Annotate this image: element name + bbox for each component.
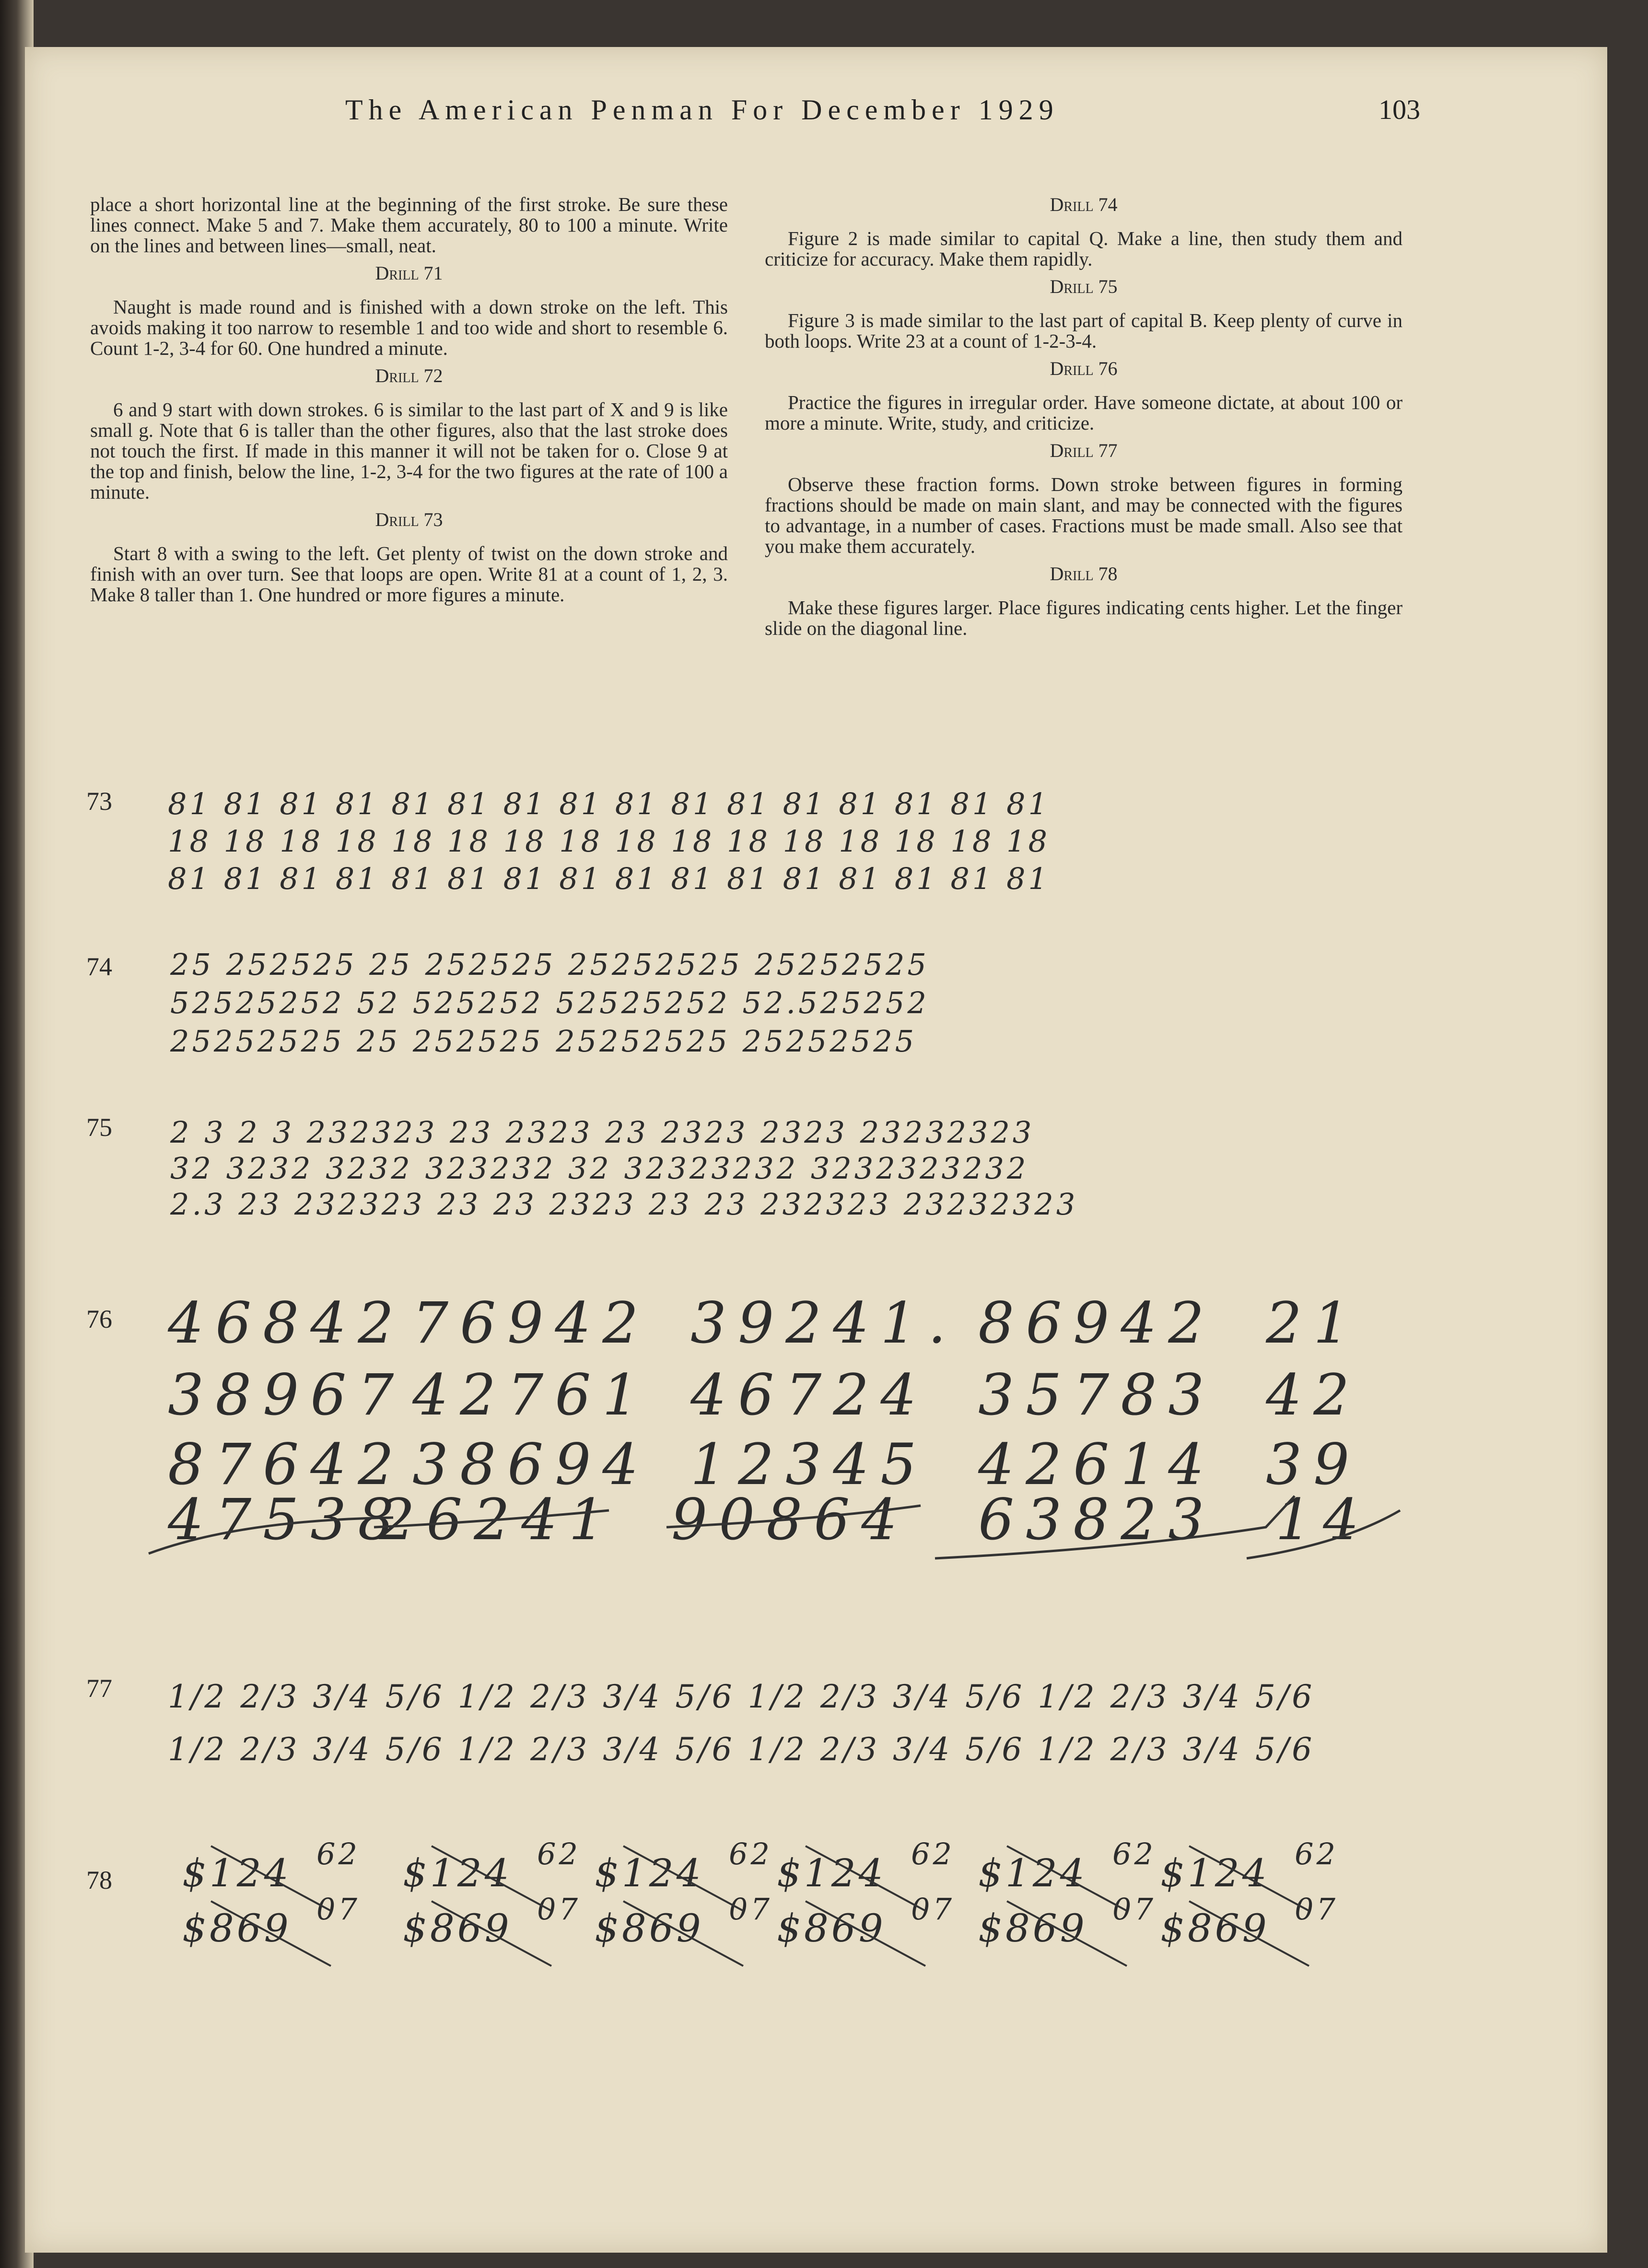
- drill-74-heading: Drill 74: [1050, 194, 1118, 215]
- right-column: [765, 194, 1403, 645]
- money-cents: 07: [729, 1892, 772, 1927]
- sample-76-cell: 90864: [671, 1486, 909, 1553]
- sample-76-cell: 38967: [168, 1362, 406, 1428]
- intro-paragraph: place a short horizontal line at the beginning of the first stroke. Be sure these lines connect. Make 5 and 7. Make them accurately, 80 to 100 a minute. Write on the lines and between lines—small, neat.: [90, 193, 728, 257]
- sample-74-row-3: 25252525 25 252525 25252525 25252525: [170, 1024, 917, 1059]
- drill-77-heading: Drill 77: [1050, 440, 1118, 461]
- drill-71-heading: Drill 71: [375, 262, 443, 284]
- drill-77-text: Observe these fraction forms. Down stroke between figures in forming fractions should be made on main slant, and may be connected with the figures to advantage, in a number of cases. Fractions must be made small. Also see that you make them accurately.: [765, 473, 1403, 557]
- money-amount: $869: [777, 1906, 886, 1951]
- sample-76-cell: 76942: [412, 1290, 650, 1356]
- sample-76-cell: 47538: [168, 1486, 406, 1553]
- sample-76-cell: 87642: [168, 1431, 406, 1497]
- sample-76-cell: 46842: [168, 1290, 406, 1356]
- money-amount: $124: [595, 1851, 704, 1895]
- sample-76-cell: 39241.: [690, 1290, 958, 1356]
- money-cents: 62: [729, 1836, 772, 1871]
- money-cents: 62: [537, 1836, 581, 1871]
- sample-76-cell: 39: [1266, 1431, 1361, 1497]
- money-amount: $869: [595, 1906, 704, 1951]
- money-amount: $869: [1160, 1906, 1270, 1951]
- drill-75-heading: Drill 75: [1050, 276, 1118, 297]
- drill-74-text: Figure 2 is made similar to capital Q. Make a line, then study them and criticize for accuracy. Make them rapidly.: [765, 227, 1403, 270]
- left-column: [90, 194, 728, 612]
- drill-76-text: Practice the figures in irregular order. Have someone dictate, at about 100 or more a minute. Write, study, and criticize.: [765, 391, 1403, 434]
- money-cents: 62: [911, 1836, 955, 1871]
- sample-76-cell: 42: [1266, 1362, 1361, 1428]
- sample-76-cell: 26241: [379, 1486, 617, 1553]
- sample-73-label: 73: [86, 787, 112, 816]
- sample-76-cell: 63823: [978, 1486, 1216, 1553]
- money-cents: 07: [1295, 1892, 1338, 1927]
- money-amount: $124: [777, 1851, 886, 1895]
- money-amount: $124: [1160, 1851, 1270, 1895]
- money-amount: $124: [978, 1851, 1087, 1895]
- drill-76-heading: Drill 76: [1050, 358, 1118, 379]
- drill-71-text: Naught is made round and is finished with a down stroke on the left. This avoids making it too narrow to resemble 1 and too wide and short to resemble 6. Count 1-2, 3-4 for 60. One hundred a minute.: [90, 296, 728, 359]
- sample-75-row-2: 32 3232 3232 323232 32 32323232 3232323232: [170, 1151, 1029, 1186]
- sample-73-row-1: 81 81 81 81 81 81 81 81 81 81 81 81 81 81 81 81: [168, 786, 1050, 821]
- drill-78-text: Make these figures larger. Place figures indicating cents higher. Let the finger slide on the diagonal line.: [765, 596, 1403, 639]
- sample-78-label: 78: [86, 1866, 112, 1894]
- money-cents: 62: [1112, 1836, 1156, 1871]
- sample-77-label: 77: [86, 1674, 112, 1703]
- sample-76-cell: 12345: [690, 1431, 928, 1497]
- money-cents: 07: [1112, 1892, 1156, 1927]
- sample-76-cell: 21: [1266, 1290, 1361, 1356]
- money-cents: 07: [911, 1892, 955, 1927]
- sample-76-label: 76: [86, 1305, 112, 1333]
- sample-76-cell: 46724: [690, 1362, 928, 1428]
- money-cents: 62: [316, 1836, 360, 1871]
- money-amount: $124: [403, 1851, 512, 1895]
- sample-75-row-1: 2 3 2 3 232323 23 2323 23 2323 2323 23232323: [170, 1115, 1035, 1150]
- sample-74-row-2: 52525252 52 525252 52525252 52.525252: [170, 985, 929, 1020]
- money-cents: 62: [1295, 1836, 1338, 1871]
- sample-75-row-3: 2.3 23 232323 23 23 2323 23 23 232323 23232323: [170, 1187, 1078, 1222]
- money-amount: $869: [978, 1906, 1087, 1951]
- sample-76-cell: 42761: [412, 1362, 650, 1428]
- sample-77-row-1: 1/2 2/3 3/4 5/6 1/2 2/3 3/4 5/6 1/2 2/3 3/4 5/6 1/2 2/3 3/4 5/6: [168, 1678, 1315, 1715]
- money-amount: $869: [403, 1906, 512, 1951]
- drill-73-text: Start 8 with a swing to the left. Get plenty of twist on the down stroke and finish with an over turn. See that loops are open. Write 81 at a count of 1, 2, 3. Make 8 taller than 1. One hundred or more figures a minute.: [90, 542, 728, 606]
- sample-76-cell: 38694: [412, 1431, 650, 1497]
- sample-76-cell: 14: [1275, 1486, 1371, 1553]
- sample-76-cell: 42614: [978, 1431, 1216, 1497]
- money-cents: 07: [316, 1892, 360, 1927]
- money-amount: $124: [182, 1851, 292, 1895]
- running-header: The American Penman For December 1929: [345, 94, 1059, 126]
- drill-72-text: 6 and 9 start with down strokes. 6 is similar to the last part of X and 9 is like small g. Note that 6 is taller than the other figures, also that the last stroke does not touch the first. If made in this manner it will not be taken for o. Close 9 at the top and finish, below the line, 1-2, 3-4 for the two figures at the rate of 100 a minute.: [90, 398, 728, 503]
- sample-75-label: 75: [86, 1113, 112, 1142]
- drill-78-heading: Drill 78: [1050, 563, 1118, 585]
- sample-73-row-2: 18 18 18 18 18 18 18 18 18 18 18 18 18 18 18 18: [168, 824, 1050, 859]
- drill-73-heading: Drill 73: [375, 509, 443, 530]
- sample-76-cell: 86942: [978, 1290, 1216, 1356]
- sample-73-row-3: 81 81 81 81 81 81 81 81 81 81 81 81 81 81 81 81: [168, 861, 1050, 896]
- page-number: 103: [1379, 94, 1420, 125]
- money-amount: $869: [182, 1906, 292, 1951]
- drill-75-text: Figure 3 is made similar to the last part of capital B. Keep plenty of curve in both loops. Write 23 at a count of 1-2-3-4.: [765, 309, 1403, 352]
- sample-74-label: 74: [86, 952, 112, 981]
- drill-72-heading: Drill 72: [375, 365, 443, 386]
- money-cents: 07: [537, 1892, 581, 1927]
- sample-77-row-2: 1/2 2/3 3/4 5/6 1/2 2/3 3/4 5/6 1/2 2/3 3/4 5/6 1/2 2/3 3/4 5/6: [168, 1731, 1315, 1768]
- sample-76-cell: 35783: [978, 1362, 1216, 1428]
- sample-74-row-1: 25 252525 25 252525 25252525 25252525: [170, 947, 929, 982]
